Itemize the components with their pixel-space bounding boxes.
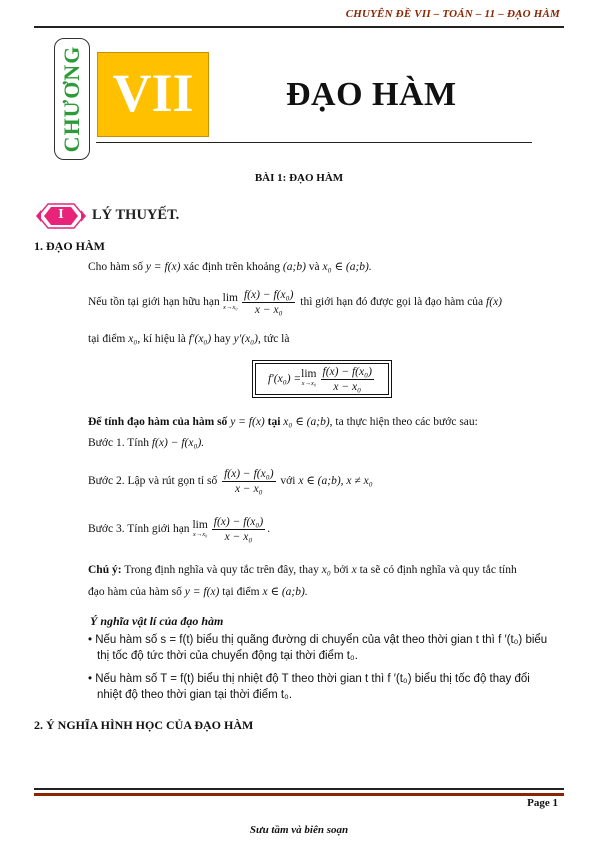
step-3: Bước 3. Tính giới hạn lim x→x₀ $\frac{\text{f(x) − f(x₀)}}{\text{x − x₀}}$ . xyxy=(88,516,271,543)
part1-heading: 1. ĐẠO HÀM xyxy=(34,239,105,253)
section-numeral: I xyxy=(58,207,64,222)
note-paragraph: Chú ý: Trong định nghĩa và quy tắc trên đây, thay x₀ bởi x ta sẽ có định nghĩa và quy tắc tính đạo hàm của hàm số y = f(x) tại điểm x ∈ (a;b). xyxy=(88,564,517,598)
section-badge xyxy=(36,202,86,230)
chapter-numeral-box xyxy=(97,52,209,137)
definition-formula-box: f′(x₀) = lim x→x₀ $\frac{\text{f(x) − f(x₀)}}{\text{x − x₀}}$ xyxy=(252,360,392,398)
footer-note: Sưu tầm và biên soạn xyxy=(249,824,349,836)
bullet-dot-icon: • xyxy=(88,634,96,646)
bullet-dot-icon: • xyxy=(88,673,96,685)
physics-bullet-2: • Nếu hàm số T = f(t) biểu thị nhiệt độ T theo thời gian t thì f ′(t₀) biểu thị tốc độ thay đổi nhiệt độ theo thời gian tại thời điểm t₀. xyxy=(88,673,530,701)
chapter-numeral: VII xyxy=(112,63,194,123)
header-title: CHUYÊN ĐỀ VII – TOÁN – 11 – ĐẠO HÀM xyxy=(345,8,560,20)
paragraph-definition-limit: Nếu tồn tại giới hạn hữu hạn lim x→x₀ $\frac{\text{f(x) − f(x₀)}}{\text{x − x₀}}$ thì giới hạn đó được gọi là đạo hàm của f(x) xyxy=(88,289,503,316)
footer-divider-accent xyxy=(34,793,564,796)
chapter-label: CHƯƠNG xyxy=(59,45,84,153)
paragraph-notation: tại điểm x₀, kí hiệu là f′(x₀) hay y′(x₀), tức là xyxy=(88,333,290,345)
step-2: Bước 2. Lập và rút gọn tỉ số $\frac{\text{f(x) − f(x₀)}}{\text{x − x₀}}$ với x ∈ (a;b), x ≠ x₀ xyxy=(88,468,373,495)
section-title: LÝ THUYẾT. xyxy=(92,207,180,223)
paragraph-definition-domain: Cho hàm số y = f(x) xác định trên khoảng (a;b) và x₀ ∈ (a;b). xyxy=(88,261,372,273)
page-number: Page 1 xyxy=(527,797,558,809)
header-divider xyxy=(34,26,564,28)
steps-intro: Để tính đạo hàm của hàm số y = f(x) tại x₀ ∈ (a;b), ta thực hiện theo các bước sau: xyxy=(88,416,478,428)
physics-meaning-title: Ý nghĩa vật lí của đạo hàm xyxy=(90,614,224,628)
physics-bullet-1: • Nếu hàm số s = f(t) biểu thị quãng đường di chuyển của vật theo thời gian t thì f ′(t₀) biểu thị tốc độ tức thời của chuyển động tại thời điểm t₀. xyxy=(88,634,548,662)
difference-quotient: $\frac{\text{f(x) − f(x₀)}}{\text{x − x₀}}$ xyxy=(243,289,294,316)
lesson-title: BÀI 1: ĐẠO HÀM xyxy=(254,172,344,184)
chapter-underline xyxy=(96,142,532,143)
step-1: Bước 1. Tính f(x) − f(x₀). xyxy=(88,437,205,449)
chapter-title: ĐẠO HÀM xyxy=(286,76,457,113)
part2-heading: 2. Ý NGHĨA HÌNH HỌC CỦA ĐẠO HÀM xyxy=(34,718,254,732)
limit-expression: lim x→x₀ xyxy=(222,291,238,311)
footer-divider xyxy=(34,788,564,790)
chapter-label-box xyxy=(54,38,90,160)
